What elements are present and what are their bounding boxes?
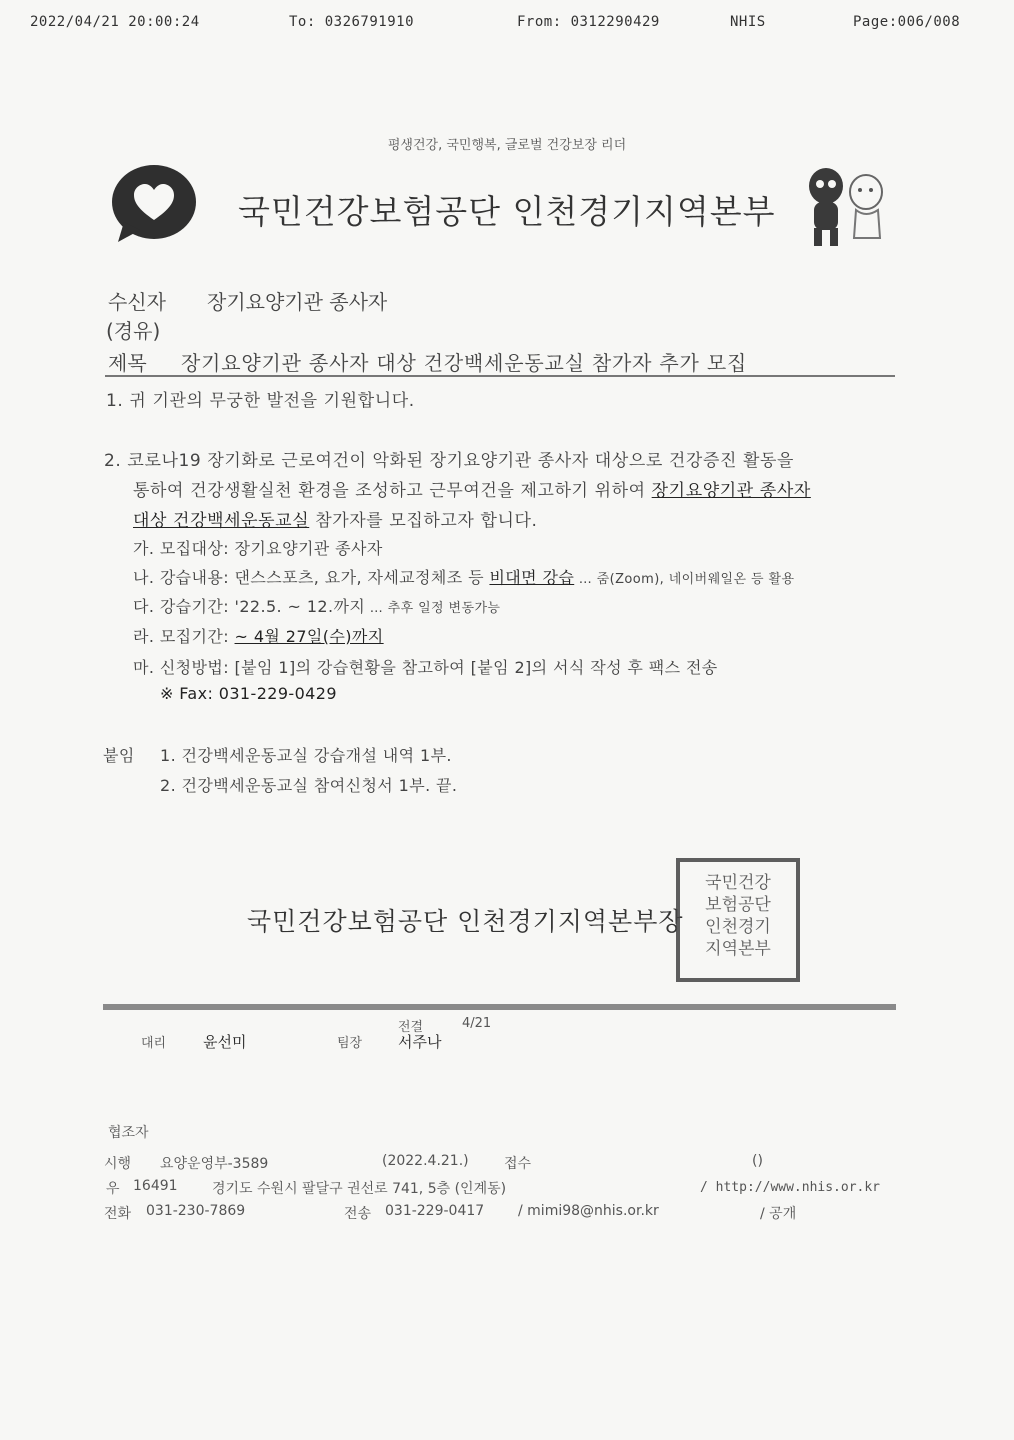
paragraph-2-line-2-text: 통하여 건강생활실천 환경을 조성하고 근무여건을 제고하기 위하여: [133, 481, 652, 501]
item-da: [133, 594, 500, 617]
item-na-note: … 줌(Zoom), 네이버웨일온 등 활용: [574, 572, 795, 587]
item-na-underlined: 비대면 강습: [489, 568, 575, 587]
approval-role-1: 대리: [141, 1036, 167, 1051]
cooperator-label: 협조자: [108, 1125, 149, 1141]
fax-number: ※ Fax: 031-229-0429: [160, 684, 337, 703]
fax-sender-id: NHIS: [730, 14, 766, 30]
approval-divider: [103, 1004, 896, 1010]
organization-title: 국민건강보험공단 인천경기지역본부: [238, 192, 776, 231]
receipt-value: (): [752, 1153, 763, 1169]
issue-number: 요양운영부-3589: [160, 1156, 269, 1172]
phone-number: 031-230-7869: [146, 1203, 246, 1219]
issue-label: 시행: [104, 1156, 132, 1172]
item-da-note: … 추후 일정 변동가능: [365, 601, 501, 616]
fax-page: Page:006/008: [853, 14, 961, 30]
final-approval-label: 전결: [398, 1020, 424, 1035]
seal-text-4: 지역본부: [705, 939, 771, 959]
fax-datetime: 2022/04/21 20:00:24: [30, 14, 200, 30]
paragraph-2-line-2: [133, 476, 811, 501]
postal-code: 16491: [133, 1178, 178, 1194]
subject-value: 장기요양기관 종사자 대상 건강백세운동교실 참가자 추가 모집: [181, 351, 748, 375]
item-na-text: 나. 강습내용: 댄스스포츠, 요가, 자세교정체조 등: [133, 568, 490, 587]
item-ra-text: 라. 모집기간:: [133, 627, 235, 646]
seal-text-3: 인천경기: [705, 917, 771, 937]
phone-label: 전화: [104, 1206, 132, 1222]
attachment-item-2: 2. 건강백세운동교실 참여신청서 1부. 끝.: [160, 776, 458, 795]
nhis-heart-logo-icon: [108, 162, 200, 246]
seal-text-1: 국민건강: [705, 873, 771, 893]
approval-role-2: 팀장: [337, 1036, 363, 1051]
recipient-value: 장기요양기관 종사자: [207, 290, 388, 314]
attachment-item-1: 1. 건강백세운동교실 강습개설 내역 1부.: [160, 746, 452, 765]
fax-from: From: 0312290429: [517, 14, 660, 30]
paragraph-2-line-3-text: 참가자를 모집하고자 합니다.: [309, 511, 538, 531]
approval-name-2: 서주나: [398, 1033, 442, 1051]
seal-text-2: 보험공단: [705, 895, 771, 915]
mascot-icon: [800, 160, 892, 250]
postal-label: 우: [106, 1181, 120, 1197]
signer-title: 국민건강보험공단 인천경기지역본부장: [247, 907, 684, 936]
item-ra: [133, 624, 384, 647]
issue-date: (2022.4.21.): [382, 1153, 469, 1169]
approval-name-1: 윤선미: [203, 1033, 247, 1051]
item-ga: 가. 모집대상: 장기요양기관 종사자: [133, 539, 383, 558]
paragraph-2-line-1: 2. 코로나19 장기화로 근로여건이 악화된 장기요양기관 종사자 대상으로 건강증진 활동을: [104, 451, 795, 471]
subject-divider: [105, 375, 895, 377]
website-link[interactable]: / http://www.nhis.or.kr: [700, 1180, 881, 1195]
item-na: [133, 565, 794, 588]
item-ma: 마. 신청방법: [붙임 1]의 강습현황을 참고하여 [붙임 2]의 서식 작성 후 팩스 전송: [133, 658, 718, 677]
final-approval-date: 4/21: [462, 1016, 492, 1031]
item-ra-underlined: ~ 4월 27일(수)까지: [234, 627, 384, 646]
disclosure-status: / 공개: [760, 1206, 797, 1222]
recipient-label: 수신자: [108, 290, 166, 314]
item-da-text: 다. 강습기간: '22.5. ~ 12.까지: [133, 597, 366, 616]
paragraph-2-line-3: [133, 506, 538, 531]
slogan: 평생건강, 국민행복, 글로벌 건강보장 리더: [387, 138, 627, 153]
underlined-program: 대상 건강백세운동교실: [133, 511, 310, 531]
subject-label: 제목: [108, 351, 147, 375]
official-seal: [676, 858, 800, 982]
receipt-label: 접수: [504, 1156, 532, 1172]
address: 경기도 수원시 팔달구 권선로 741, 5층 (인계동): [212, 1181, 507, 1197]
fax-label: 전송: [344, 1206, 372, 1222]
fax-number-footer: 031-229-0417: [385, 1203, 485, 1219]
attachment-label: 붙임: [103, 746, 135, 765]
email-link[interactable]: / mimi98@nhis.or.kr: [518, 1203, 659, 1219]
via-label: (경유): [106, 319, 161, 343]
paragraph-1: 1. 귀 기관의 무궁한 발전을 기원합니다.: [106, 391, 415, 411]
fax-to: To: 0326791910: [289, 14, 415, 30]
underlined-target: 장기요양기관 종사자: [651, 481, 811, 501]
